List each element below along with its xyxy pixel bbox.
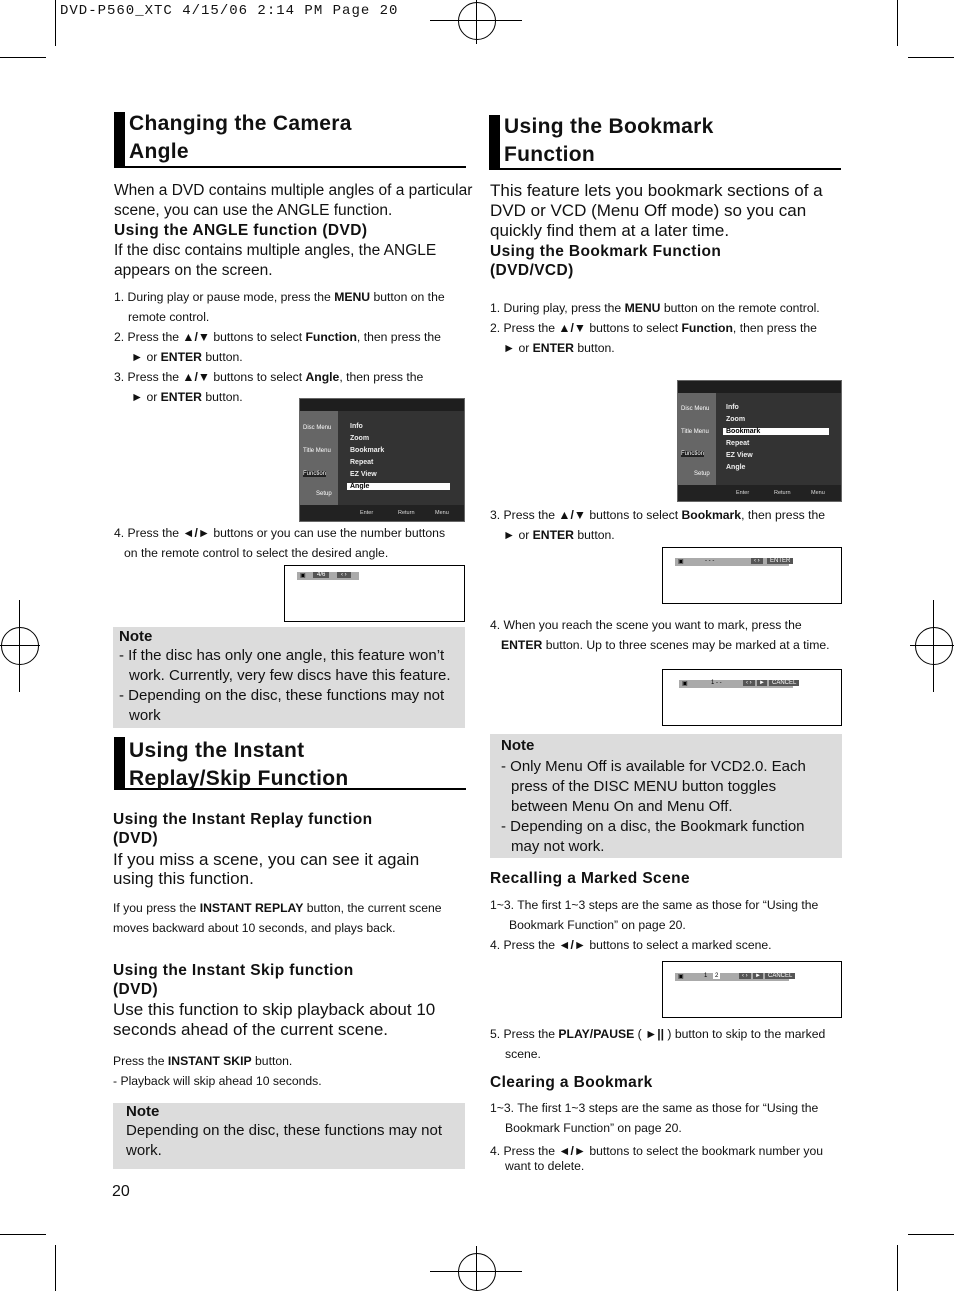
crop-mark (908, 1234, 954, 1235)
skip-subheading: Using the Instant Skip function (DVD) (113, 962, 354, 998)
bookmark-intro: This feature lets you bookmark sections of a DVD or VCD (Menu Off mode) so you can quickly find them at a later time. (490, 181, 823, 240)
clear-heading: Clearing a Bookmark (490, 1074, 653, 1091)
section-heading-camera-angle: Changing the Camera Angle (114, 112, 466, 168)
clear-steps: 1~3. The first 1~3 steps are the same as those for “Using the Bookmark Function” on page 20. 4. Press the ◄/► buttons to select the bookmark number you want to delete. (490, 1101, 824, 1173)
crop-mark (55, 0, 56, 46)
replay-note: Note Depending on the disc, these functions may not work. (113, 1103, 465, 1169)
replay-detail: If you press the INSTANT REPLAY button, the current scene moves backward about 10 seconds, and plays back. (113, 901, 442, 935)
registration-mark (915, 627, 953, 665)
crop-mark (897, 0, 898, 46)
print-slug: DVD-P560_XTC 4/15/06 2:14 PM Page 20 (60, 3, 399, 19)
registration-mark (0, 645, 40, 646)
recall-step-5: 5. Press the PLAY/PAUSE ( ►|| ) button to skip to the marked scene. (490, 1027, 826, 1061)
angle-steps: 1. During play or pause mode, press the MENU button on the remote control. 2. Press the ▲/▼ buttons to select Function, then press the ► or ENTER button. 3. Press the ▲/▼ buttons to select Angle, then press the ► or ENTER button. (114, 290, 445, 404)
bookmark-step-3: 3. Press the ▲/▼ buttons to select Bookmark, then press the ► or ENTER button. (490, 508, 826, 542)
registration-mark (476, 0, 477, 44)
bookmark-note: Note - Only Menu Off is available for VCD2.0. Each press of the DISC MENU button toggles between Menu On and Menu Off. - Depending on a disc, the Bookmark function may not work. (490, 734, 842, 858)
angle-osd-display: ▣ 4/6 ‹ › (284, 565, 465, 622)
crop-mark (55, 1245, 56, 1291)
crop-mark (908, 57, 954, 58)
page-number: 20 (112, 1183, 130, 1200)
section-heading-bookmark: Using the Bookmark Function (489, 115, 841, 170)
crop-mark (0, 57, 46, 58)
section-heading-instant-replay: Using the Instant Replay/Skip Function (114, 737, 466, 790)
bookmark-subheading: Using the Bookmark Function (DVD/VCD) (490, 243, 722, 279)
replay-subheading: Using the Instant Replay function (DVD) (113, 811, 373, 847)
registration-mark (458, 1253, 496, 1291)
bookmark-step-4: 4. When you reach the scene you want to mark, press the ENTER button. Up to three scenes may be marked at a time. (490, 618, 830, 652)
bookmark-steps-1-2: 1. During play, press the MENU button on the remote control. 2. Press the ▲/▼ buttons to select Function, then press the ► or ENTER button. (490, 301, 820, 355)
angle-sub-text: If the disc contains multiple angles, the ANGLE appears on the screen. (114, 242, 437, 279)
angle-note: Note - If the disc has only one angle, this feature won’t work. Currently, very few discs have this feature. - Depending on the disc, these functions may not work (113, 627, 465, 728)
angle-intro: When a DVD contains multiple angles of a particular scene, you can use the ANGLE function. (114, 182, 473, 219)
angle-step-4: 4. Press the ◄/► buttons or you can use the number buttons on the remote control to select the desired angle. (114, 526, 446, 560)
osd-menu-angle: Disc Menu Title Menu Function Setup Info Zoom Bookmark Repeat EZ View Angle Enter Return Menu (299, 398, 465, 522)
skip-text: Use this function to skip playback about 10 seconds ahead of the current scene. (113, 1000, 436, 1039)
bookmark-osd-marked: ▣ 1 - - ‹ › ► CANCEL (662, 669, 842, 726)
registration-mark (19, 600, 20, 692)
crop-mark (0, 1234, 46, 1235)
recall-osd-display: ▣ 1 2 ‹ › ► CANCEL (662, 961, 842, 1018)
recall-steps: 1~3. The first 1~3 steps are the same as those for “Using the Bookmark Function” on page 20. 4. Press the ◄/► buttons to select a marked scene. (490, 898, 819, 952)
crop-mark (897, 1245, 898, 1291)
registration-mark (458, 2, 496, 40)
osd-menu-bookmark: Disc Menu Title Menu Function Setup Info Zoom Bookmark Repeat EZ View Angle Enter Return Menu (677, 380, 842, 502)
registration-mark (933, 600, 934, 692)
registration-mark (476, 1246, 477, 1291)
recall-heading: Recalling a Marked Scene (490, 870, 690, 887)
angle-subheading: Using the ANGLE function (DVD) (114, 222, 368, 239)
skip-detail: Press the INSTANT SKIP button. - Playback will skip ahead 10 seconds. (113, 1054, 322, 1088)
registration-mark (1, 627, 39, 665)
bookmark-osd-empty: ▣ - - - ‹ › ENTER (662, 547, 842, 604)
registration-mark (910, 645, 954, 646)
replay-text: If you miss a scene, you can see it again using this function. (113, 850, 420, 888)
